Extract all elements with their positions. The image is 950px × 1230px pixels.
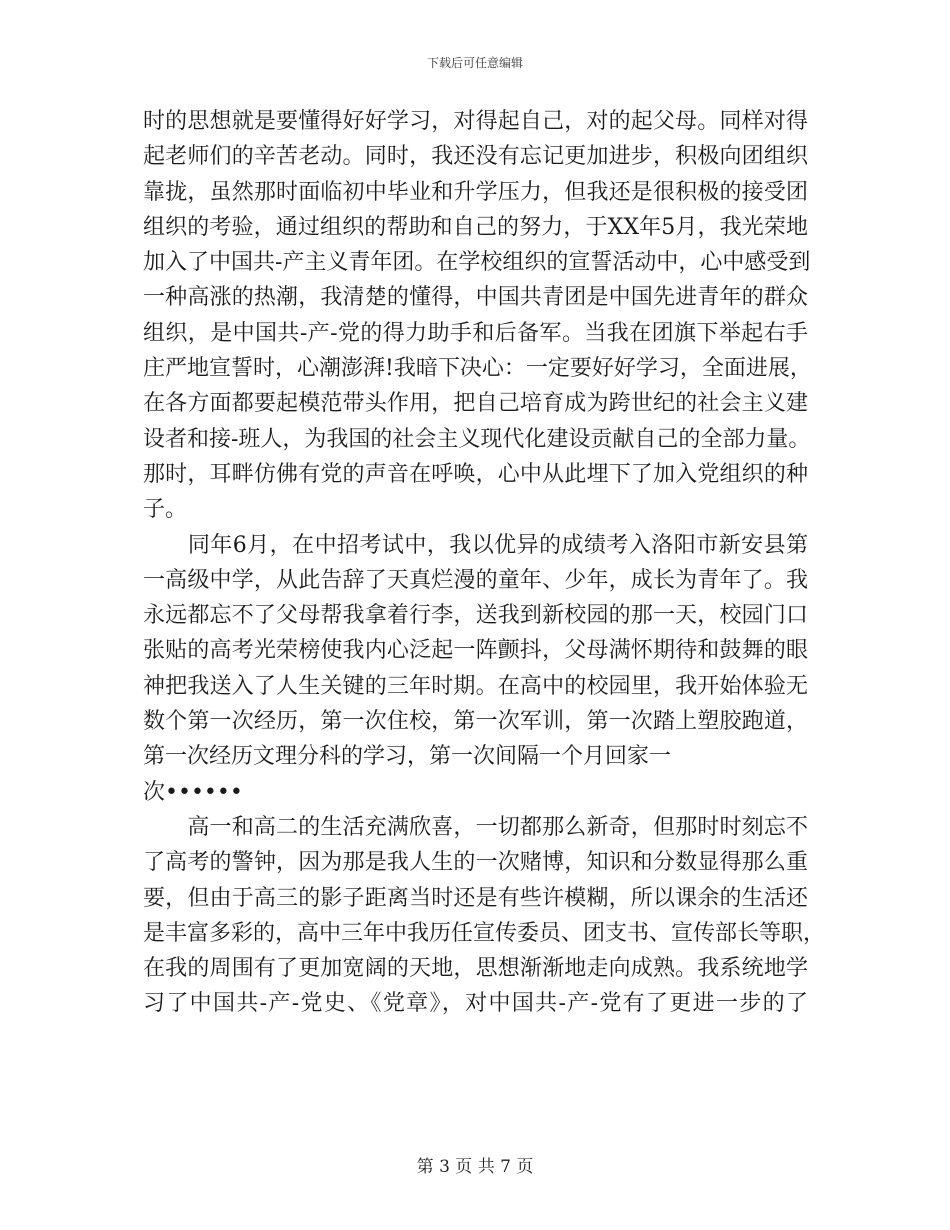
text-line: 组织的考验，通过组织的帮助和自己的努力，于XX年5月，我光荣地 <box>143 214 808 240</box>
text-line: 是丰富多彩的，高中三年中我历任宣传委员、团支书、宣传部长等职， <box>143 920 826 946</box>
text-line: 靠拢，虽然那时面临初中毕业和升学压力，但我还是很积极的接受团 <box>143 179 808 205</box>
text-line: 张贴的高考光荣榜使我内心泛起一阵颤抖，父母满怀期待和鼓舞的眼 <box>143 638 808 664</box>
text-line: 一种高涨的热潮，我清楚的懂得，中国共青团是中国先进青年的群众 <box>143 285 808 311</box>
text-line: 了高考的警钟，因为那是我人生的一次赌博，知识和分数显得那么重 <box>143 850 808 876</box>
text-line: 一高级中学，从此告辞了天真烂漫的童年、少年，成长为青年了。我 <box>143 567 808 593</box>
page-footer: 第 3 页 共 7 页 <box>416 1157 534 1177</box>
text-line: 时的思想就是要懂得好好学习，对得起自己，对的起父母。同样对得 <box>143 109 808 134</box>
text-line: 在我的周围有了更加宽阔的天地，思想渐渐地走向成熟。我系统地学 <box>143 956 808 982</box>
text-line: 加入了中国共-产主义青年团。在学校组织的宣誓活动中，心中感受到 <box>143 250 811 276</box>
text-line: 习了中国共-产-党史、《党章》，对中国共-产-党有了更进一步的了 <box>143 991 808 1017</box>
text-line: 子。 <box>143 497 188 523</box>
text-line: 高一和高二的生活充满欣喜，一切都那么新奇，但那时时刻忘不 <box>143 814 808 840</box>
text-line: 神把我送入了人生关键的三年时期。在高中的校园里，我开始体验无 <box>143 673 808 699</box>
text-line: 起老师们的辛苦老动。同时，我还没有忘记更加进步，积极向团组织 <box>143 144 808 170</box>
text-line: 庄严地宣誓时，心潮澎湃!我暗下决心：一定要好好学习，全面进展， <box>143 356 812 382</box>
text-line: 第一次经历文理分科的学习，第一次间隔一个月回家一 <box>143 744 672 770</box>
text-line: 设者和接-班人，为我国的社会主义现代化建设贡献自己的全部力量。 <box>143 426 811 452</box>
text-line: 次•••••• <box>143 779 243 805</box>
document-body <box>143 104 826 1022</box>
text-line: 数个第一次经历，第一次住校，第一次军训，第一次踏上塑胶跑道， <box>143 709 808 735</box>
text-line: 组织，是中国共-产-党的得力助手和后备军。当我在团旗下举起右手 <box>143 320 808 346</box>
text-line: 要，但由于高三的影子距离当时还是有些许模糊，所以课余的生活还 <box>143 885 808 911</box>
text-line: 永远都忘不了父母帮我拿着行李，送我到新校园的那一天，校园门口 <box>143 603 808 629</box>
text-line: 那时，耳畔仿佛有党的声音在呼唤，心中从此埋下了加入党组织的种 <box>143 461 808 487</box>
text-line: 在各方面都要起模范带头作用，把自己培育成为跨世纪的社会主义建 <box>143 391 808 417</box>
page-header: 下载后可任意编辑 <box>426 56 523 70</box>
text-line: 同年6月，在中招考试中，我以优异的成绩考入洛阳市新安县第 <box>143 532 808 558</box>
